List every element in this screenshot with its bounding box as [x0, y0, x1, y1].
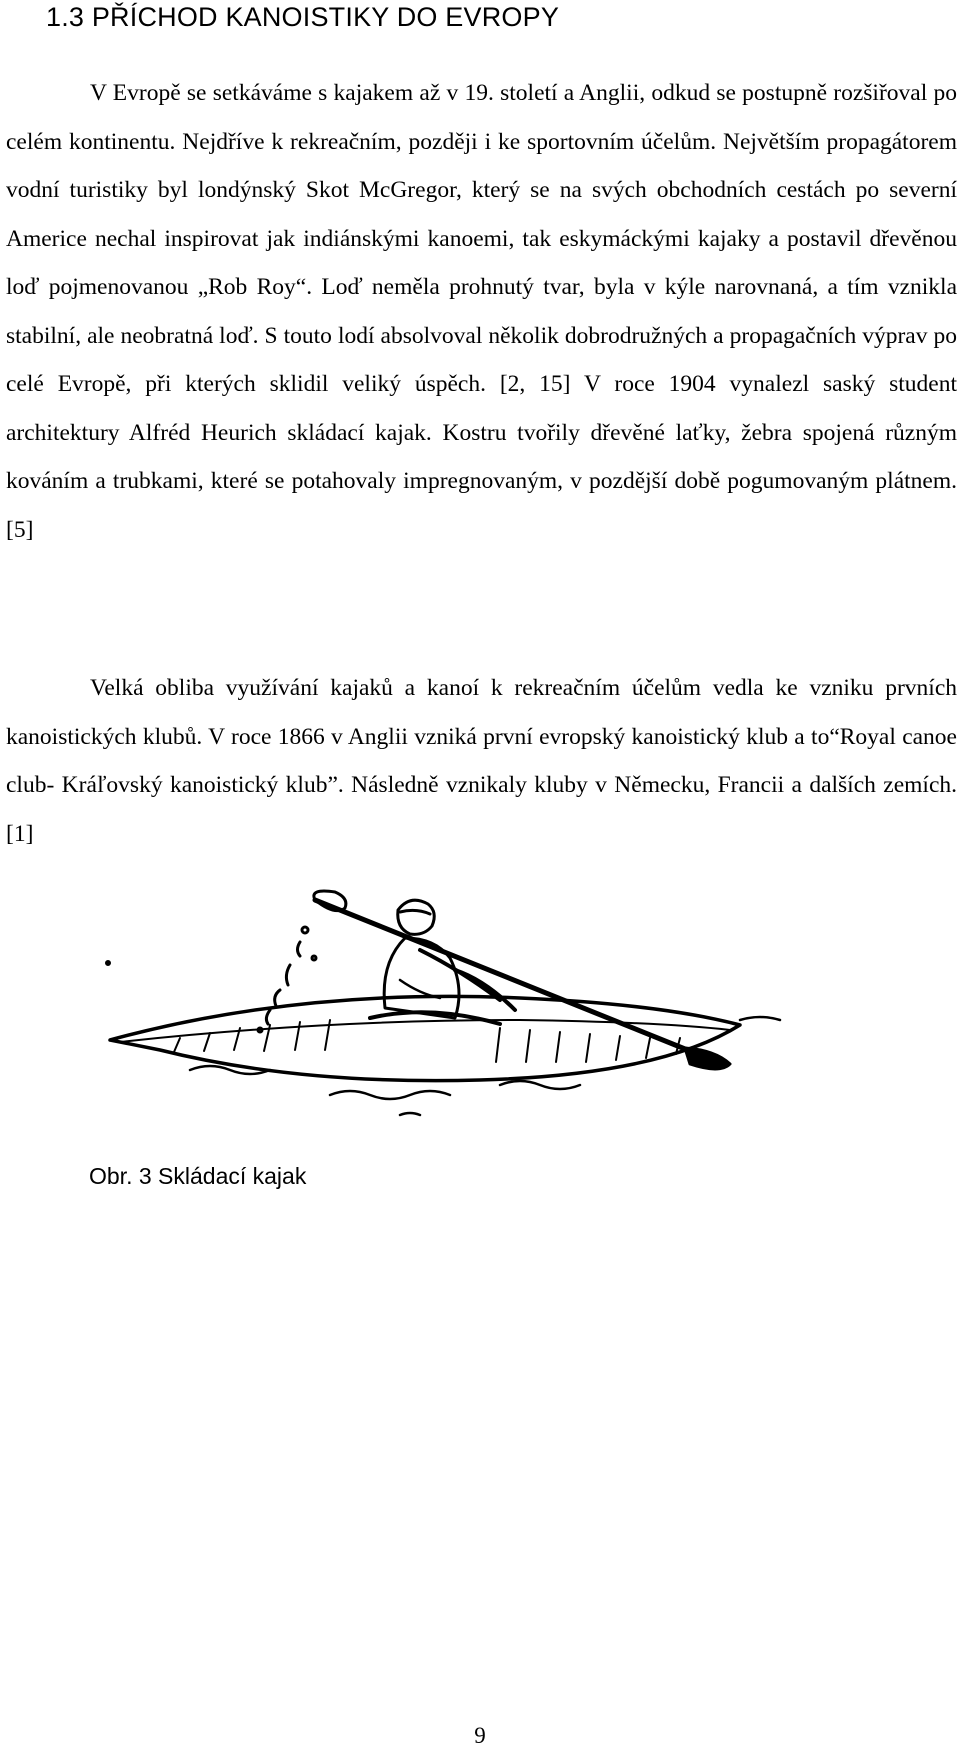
page-number: 9 — [474, 1723, 486, 1748]
paragraph-2-text: Velká obliba využívání kajaků a kanoí k rekreačním účelům vedla ke vzniku prvních kanoistických klubů. V roce 1866 v Anglii vzniká první evropský kanoistický klub a to“Royal canoe club- Kráľovský kanoistický klub”. Následně vznikaly kluby v Německu, Francii a dalších zemích. [1] — [6, 675, 957, 847]
paragraph-2 — [6, 664, 957, 858]
section-heading: 1.3 PŘÍCHOD KANOISTIKY DO EVROPY — [46, 2, 560, 32]
kayak-paddler-icon — [100, 870, 840, 1130]
paragraph-1-text: V Evropě se setkáváme s kajakem až v 19. století a Anglii, odkud se postupně rozšiřoval po celém kontinentu. Nejdříve k rekreačním, později i ke sportovním účelům. Největším propagátorem vodní turistiky byl londýnský Skot McGregor, který se na svých obchodních cestách po severní Americe nechal inspirovat jak indiánskými kanoemi, tak eskymáckými kajaky a postavil dřevěnou loď pojmenovanou „Rob Roy“. Loď neměla prohnutý tvar, byla v kýle narovnaná, a tím vznikla stabilní, ale neobratná loď. S touto lodí absolvoval několik dobrodružných a propagačních výprav po celé Evropě, při kterých sklidil veliký úspěch. [2, 15] V roce 1904 vynalezl saský student architektury Alfréd Heurich skládací kajak. Kostru tvořily dřevěné laťky, žebra spojená různým kováním a trubkami, které se potahovaly impregnovaným, v pozdější době pogumovaným plátnem. [5] — [6, 80, 957, 543]
figure-caption: Obr. 3 Skládací kajak — [89, 1163, 307, 1189]
paragraph-1 — [6, 69, 957, 554]
kayak-figure — [100, 870, 840, 1130]
